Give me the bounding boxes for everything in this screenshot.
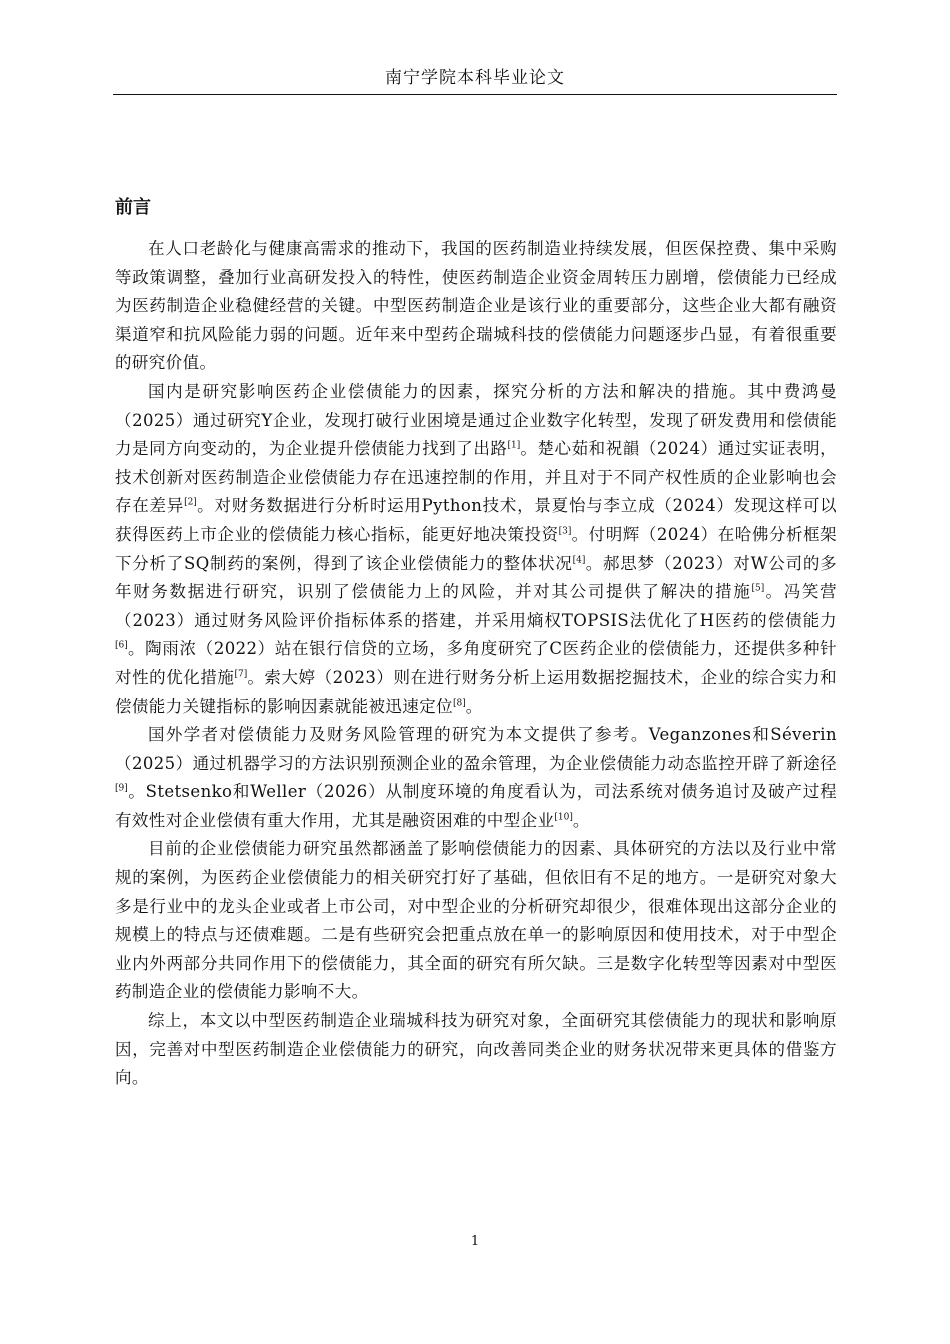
citation-marker: [6] (115, 640, 128, 651)
text-run: 国外学者对偿债能力及财务风险管理的研究为本文提供了参考。Veganzones和Séverin（2025）通过机器学习的方法识别预测企业的盈余管理，为企业偿债能力动态监控开辟了新途径 (115, 725, 837, 773)
body-text (115, 235, 837, 1093)
citation-marker: [2] (184, 497, 197, 508)
text-run: 。楚心茹和祝韻（2024）通过实证表明，技术创新对医药制造企业偿债能力存在迅速控制的作用，并且对于不同产权性质的企业影响也会存在差异 (115, 439, 837, 516)
citation-marker: [8] (453, 698, 466, 708)
citation-marker: [9] (115, 783, 128, 794)
text-run: 。陶雨浓（2022）站在银行信贷的立场，多角度研究了C医药企业的偿债能力，还提供多种针对性的优化措施 (115, 639, 837, 687)
text-run: 综上，本文以中型医药制造企业瑞城科技为研究对象，全面研究其偿债能力的现状和影响原因，完善对中型医药制造企业偿债能力的研究，向改善同类企业的财务状况带来更具体的借鉴方向。 (115, 1011, 837, 1088)
text-run: 目前的企业偿债能力研究虽然都涵盖了影响偿债能力的因素、具体研究的方法以及行业中常规的案例，为医药企业偿债能力的相关研究打好了基础，但依旧有不足的地方。一是研究对象大多是行业中的龙头企业或者上市公司，对中型企业的分析研究却很少，很难体现出这部分企业的规模上的特点与还债难题。二是有些研究会把重点放在单一的影响原因和使用技术，对于中型企业内外两部分共同作用下的偿债能力，其全面的研究有所欠缺。三是数字化转型等因素对中型医药制造企业的偿债能力影响不大。 (115, 839, 837, 1002)
text-run: 。对财务数据进行分析时运用Python技术，景夏怡与李立成（2024）发现这样可以获得医药上市企业的偿债能力核心指标，能更好地决策投资 (115, 496, 837, 544)
text-run: 。 (572, 810, 590, 830)
text-run: 。冯笑营（2023）通过财务风险评价指标体系的搭建，并采用熵权TOPSIS法优化了H医药的偿债能力 (115, 582, 837, 630)
page-number: 1 (470, 1234, 480, 1249)
citation-marker: [10] (554, 812, 573, 823)
text-run: 。Stetsenko和Weller（2026）从制度环境的角度看认为，司法系统对债务追讨及破产过程有效性对企业偿债有重大作用，尤其是融资困难的中型企业 (115, 782, 837, 830)
text-run: 。 (465, 696, 483, 716)
citation-marker: [1] (507, 440, 521, 451)
text-run: 国内是研究影响医药企业偿债能力的因素，探究分析的方法和解决的措施。其中费鸿曼（2025）通过研究Y企业，发现打破行业困境是通过企业数字化转型，发现了研发费用和偿债能力是同方向变动的，为企业提升偿债能力找到了出路 (115, 381, 837, 459)
paragraph (115, 1007, 837, 1093)
running-header: 南宁学院本科毕业论文 (385, 68, 565, 88)
text-run: 。索大婷（2023）则在进行财务分析上运用数据挖掘技术，企业的综合实力和偿债能力关键指标的影响因素就能被迅速定位 (115, 667, 837, 716)
paragraph (115, 378, 837, 721)
text-run: 。郝思梦（2023）对W公司的多年财务数据进行研究，识别了偿债能力上的风险，并对其公司提供了解决的措施 (115, 553, 837, 602)
paragraph (115, 721, 837, 835)
text-run: 。付明辉（2024）在哈佛分析框架下分析了SQ制药的案例，得到了该企业偿债能力的整体状况 (115, 524, 837, 573)
paragraph (115, 235, 837, 378)
header-rule (113, 94, 837, 95)
text-run: 在人口老龄化与健康高需求的推动下，我国的医药制造业持续发展，但医保控费、集中采购等政策调整，叠加行业高研发投入的特性，使医药制造企业资金周转压力剧增，偿债能力已经成为医药制造企业稳健经营的关键。中型医药制造企业是该行业的重要部分，这些企业大都有融资渠道窄和抗风险能力弱的问题。近年来中型药企瑞城科技的偿债能力问题逐步凸显，有着很重要的研究价值。 (115, 239, 837, 373)
citation-marker: [4] (572, 555, 586, 566)
citation-marker: [7] (234, 669, 248, 680)
citation-marker: [3] (558, 526, 572, 537)
section-title: 前言 (115, 197, 151, 218)
paragraph (115, 835, 837, 1007)
citation-marker: [5] (751, 583, 765, 594)
